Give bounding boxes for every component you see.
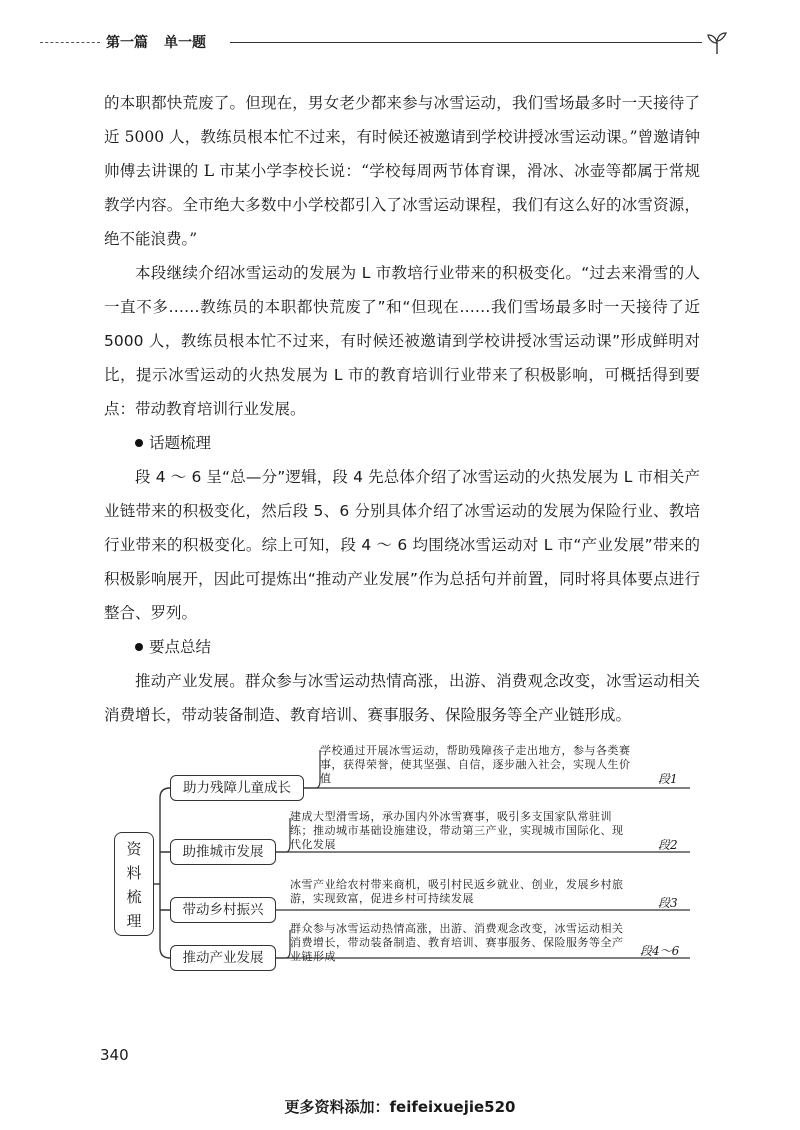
diagram-root-box bbox=[114, 832, 154, 936]
heading-text: 要点总结 bbox=[149, 638, 212, 656]
paragraph-analysis bbox=[104, 256, 700, 426]
paragraph-topic-sorting bbox=[104, 460, 700, 630]
material-outline-diagram bbox=[110, 740, 700, 980]
header-dashed-rule bbox=[40, 42, 100, 43]
branch-desc-4: 群众参与冰雪运动热情高涨，出游、消费观念改变，冰雪运动相关消费增长，带动装备制造、教育培训、赛事服务、保险服务等全产业链形成 bbox=[290, 922, 624, 963]
branch-box-1: 助力残障儿童成长 bbox=[170, 775, 304, 801]
segment-label-4: 段4～6 bbox=[640, 944, 680, 958]
branch-box-3: 带动乡村振兴 bbox=[170, 897, 276, 923]
paragraph-summary bbox=[104, 664, 700, 732]
footer-note: 更多资料添加：feifeixuejie520 bbox=[284, 1098, 516, 1116]
segment-label-3: 段3 bbox=[658, 896, 678, 910]
paragraph-text: 的本职都快荒废了。但现在，男女老少都来参与冰雪运动，我们雪场最多时一天接待了近 5000 人，教练员根本忙不过来，有时候还被邀请到学校讲授冰雪运动课。”曾邀请钟帅傅去讲课的 L 市某小学李校长说：“学校每周两节体育课，滑冰、冰壶等都属于常规教学内容。全市绝大多数中小学校都引入了冰雪运动课程，我们有这么好的冰雪资源，绝不能浪费。” bbox=[104, 94, 700, 248]
sprout-icon bbox=[704, 30, 730, 56]
header-rule bbox=[230, 42, 702, 43]
running-header bbox=[40, 30, 720, 52]
branch-box-2: 助推城市发展 bbox=[170, 839, 276, 865]
bullet-icon bbox=[135, 643, 143, 651]
branch-desc-1: 学校通过开展冰雪运动，帮助残障孩子走出地方，参与各类赛事，获得荣誉，使其坚强、自信，逐步融入社会，实现人生价值 bbox=[320, 744, 631, 785]
root-char: 资 bbox=[126, 840, 142, 858]
branch-desc-2: 建成大型滑雪场，承办国内外冰雪赛事，吸引多支国家队常驻训练；推动城市基础设施建设，带动第三产业，实现城市国际化、现代化发展 bbox=[290, 810, 624, 851]
page-number: 340 bbox=[100, 1046, 129, 1064]
branch-desc-3: 冰雪产业给农村带来商机，吸引村民返乡就业、创业，发展乡村旅游，实现致富，促进乡村可持续发展 bbox=[290, 878, 624, 905]
root-char: 理 bbox=[126, 912, 142, 930]
paragraph-text: 推动产业发展。群众参与冰雪运动热情高涨，出游、消费观念改变，冰雪运动相关消费增长，带动装备制造、教育培训、赛事服务、保险服务等全产业链形成。 bbox=[104, 672, 700, 724]
paragraph-text: 段 4 ～ 6 呈“总—分”逻辑，段 4 先总体介绍了冰雪运动的火热发展为 L 市相关产业链带来的积极变化，然后段 5、6 分别具体介绍了冰雪运动的发展为保险行业、教培行业带来的积极变化。综上可知，段 4 ～ 6 均围绕冰雪运动对 L 市“产业发展”带来的积极影响展开，因此可提炼出“推动产业发展”作为总括句并前置，同时将具体要点进行整合、罗列。 bbox=[104, 468, 700, 622]
heading-text: 话题梳理 bbox=[149, 434, 212, 452]
topic-heading bbox=[104, 426, 700, 460]
segment-label-2: 段2 bbox=[658, 838, 678, 852]
paragraph-text: 本段继续介绍冰雪运动的发展为 L 市教培行业带来的积极变化。“过去来滑雪的人一直不多……教练员的本职都快荒废了”和“但现在……我们雪场最多时一天接待了近 5000 人，教练员根本忙不过来，有时候还被邀请到学校讲授冰雪运动课”形成鲜明对比，提示冰雪运动的火热发展为 L 市的教育培训行业带来了积极影响，可概括得到要点：带动教育培训行业发展。 bbox=[104, 264, 701, 418]
chapter-label: 第一篇 bbox=[106, 35, 148, 51]
segment-label-1: 段1 bbox=[658, 772, 678, 786]
section-label: 单一题 bbox=[164, 35, 206, 51]
bullet-icon bbox=[135, 439, 143, 447]
root-char: 料 bbox=[126, 864, 142, 882]
branch-box-4: 推动产业发展 bbox=[170, 945, 276, 971]
paragraph-continuation bbox=[104, 86, 700, 256]
root-char: 梳 bbox=[126, 888, 142, 906]
header-title bbox=[106, 32, 206, 52]
summary-heading bbox=[104, 630, 700, 664]
